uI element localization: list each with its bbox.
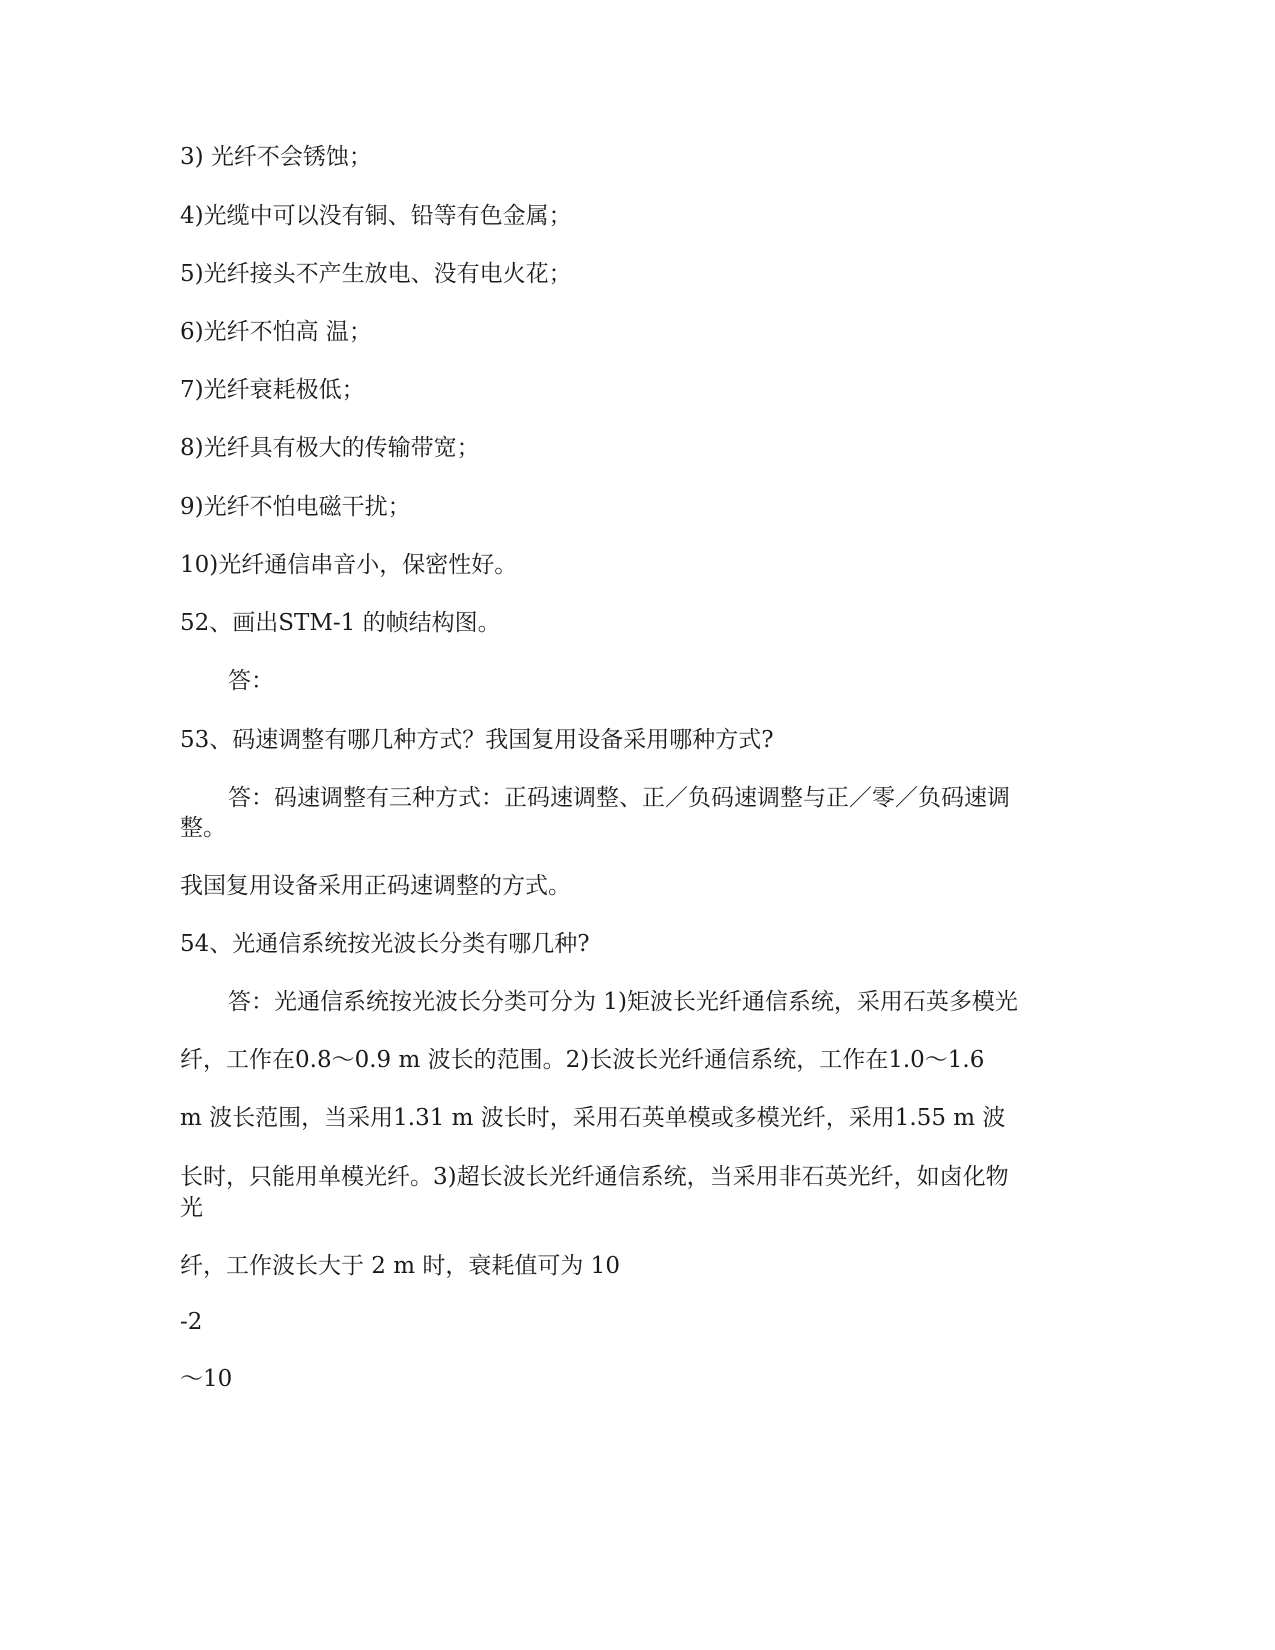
answer-53-line-1: 答：码速调整有三种方式：正码速调整、正／负码速调整与正／零／负码速调 <box>228 785 1010 811</box>
answer-54-line-1: 答：光通信系统按光波长分类可分为 1)矩波长光纤通信系统，采用石英多模光 <box>228 989 1018 1015</box>
list-item-6: 6)光纤不怕高 温； <box>180 319 372 345</box>
answer-52: 答： <box>228 668 274 694</box>
question-52: 52、画出STM-1 的帧结构图。 <box>180 610 501 636</box>
list-item-4: 4)光缆中可以没有铜、铅等有色金属； <box>180 203 572 229</box>
question-54: 54、光通信系统按光波长分类有哪几种? <box>180 931 590 957</box>
answer-53-line-3: 我国复用设备采用正码速调整的方式。 <box>180 873 571 899</box>
list-item-3: 3) 光纤不会锈蚀； <box>180 144 372 170</box>
list-item-10: 10)光纤通信串音小，保密性好。 <box>180 552 518 578</box>
range-fragment: ～10 <box>180 1366 233 1392</box>
list-item-9: 9)光纤不怕电磁干扰； <box>180 494 411 520</box>
list-item-7: 7)光纤衰耗极低； <box>180 377 365 403</box>
question-53: 53、码速调整有哪几种方式？我国复用设备采用哪种方式? <box>180 727 774 753</box>
list-item-5: 5)光纤接头不产生放电、没有电火花； <box>180 261 572 287</box>
answer-54-line-3: m 波长范围，当采用1.31 m 波长时，采用石英单模或多模光纤，采用1.55 m 波 <box>180 1105 1006 1131</box>
answer-54-line-2: 纤，工作在0.8～0.9 m 波长的范围。2)长波长光纤通信系统，工作在1.0～1.6 <box>180 1047 985 1073</box>
answer-54-line-6: 纤，工作波长大于 2 m 时，衰耗值可为 10 <box>180 1253 620 1279</box>
answer-54-line-4: 长时，只能用单模光纤。3)超长波长光纤通信系统，当采用非石英光纤，如卤化物 <box>180 1164 1009 1190</box>
list-item-8: 8)光纤具有极大的传输带宽； <box>180 435 480 461</box>
answer-53-line-2: 整。 <box>180 815 226 841</box>
exponent-fragment: -2 <box>180 1309 203 1335</box>
answer-54-line-5: 光 <box>180 1195 203 1221</box>
